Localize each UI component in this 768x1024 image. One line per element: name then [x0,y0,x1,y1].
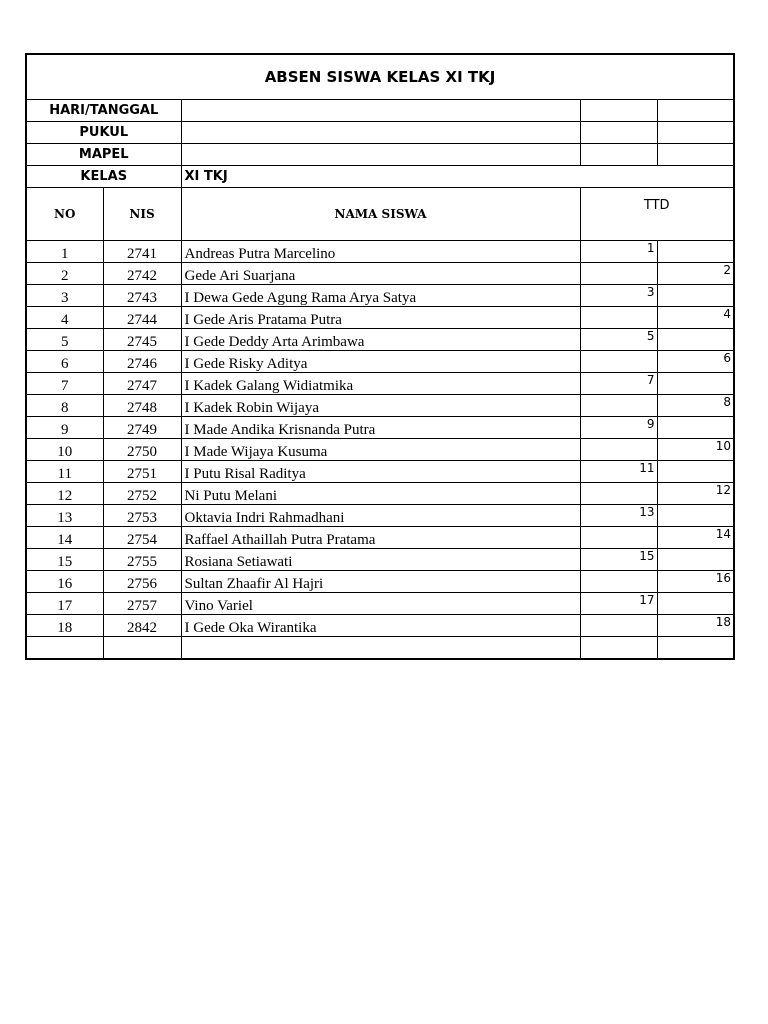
student-name: I Gede Deddy Arta Arimbawa [181,329,580,351]
signature-cell-right[interactable] [657,241,734,263]
table-row [26,329,734,351]
student-name: Rosiana Setiawati [181,549,580,571]
student-no: 4 [26,307,103,329]
table-row [26,483,734,505]
info-blank-cell [657,100,734,122]
table-row [26,373,734,395]
header-nama-siswa: NAMA SISWA [181,188,580,241]
signature-cell-right[interactable] [657,329,734,351]
student-name: I Made Andika Krisnanda Putra [181,417,580,439]
student-no: 7 [26,373,103,395]
signature-cell-left[interactable]: 11 [580,461,657,483]
table-row [26,307,734,329]
signature-cell-left[interactable] [580,395,657,417]
table-row [26,549,734,571]
student-no: 2 [26,263,103,285]
signature-cell-right[interactable] [657,549,734,571]
student-nis: 2745 [103,329,181,351]
signature-cell-right[interactable]: 8 [657,395,734,417]
signature-cell-right[interactable] [657,593,734,615]
signature-cell-right[interactable]: 16 [657,571,734,593]
table-row [26,417,734,439]
student-name: I Dewa Gede Agung Rama Arya Satya [181,285,580,307]
student-nis: 2751 [103,461,181,483]
table-row [26,263,734,285]
student-name: Ni Putu Melani [181,483,580,505]
table-row [26,593,734,615]
signature-cell-left[interactable]: 13 [580,505,657,527]
student-name: Gede Ari Suarjana [181,263,580,285]
student-no: 15 [26,549,103,571]
signature-cell-left[interactable] [580,615,657,637]
student-nis: 2750 [103,439,181,461]
signature-cell-left[interactable]: 9 [580,417,657,439]
student-nis: 2754 [103,527,181,549]
student-nis: 2744 [103,307,181,329]
table-row [26,285,734,307]
signature-cell-left[interactable] [580,439,657,461]
student-nis: 2753 [103,505,181,527]
student-nis: 2749 [103,417,181,439]
header-no: NO [26,188,103,241]
signature-cell-left[interactable] [580,351,657,373]
info-label-subject: MAPEL [26,144,181,166]
info-row-date [26,100,734,122]
signature-cell-right[interactable]: 4 [657,307,734,329]
info-row-subject [26,144,734,166]
student-name: I Kadek Robin Wijaya [181,395,580,417]
student-no: 16 [26,571,103,593]
info-blank-cell [580,100,657,122]
table-row [26,351,734,373]
table-row [26,527,734,549]
student-name: I Made Wijaya Kusuma [181,439,580,461]
header-ttd: TTD [580,188,734,241]
empty-row [26,637,734,660]
student-name: I Gede Aris Pratama Putra [181,307,580,329]
info-value-date[interactable] [181,100,580,122]
signature-cell-right[interactable]: 6 [657,351,734,373]
signature-cell-left[interactable]: 7 [580,373,657,395]
signature-cell-right[interactable] [657,373,734,395]
student-no: 13 [26,505,103,527]
signature-cell-left[interactable]: 5 [580,329,657,351]
student-nis: 2748 [103,395,181,417]
signature-cell-right[interactable]: 12 [657,483,734,505]
student-no: 8 [26,395,103,417]
student-nis: 2757 [103,593,181,615]
student-name: Vino Variel [181,593,580,615]
student-nis: 2752 [103,483,181,505]
student-name: I Gede Risky Aditya [181,351,580,373]
signature-cell-right[interactable]: 14 [657,527,734,549]
signature-cell-left[interactable]: 1 [580,241,657,263]
empty-cell[interactable] [26,637,103,660]
table-row [26,571,734,593]
student-name: I Putu Risal Raditya [181,461,580,483]
student-name: Andreas Putra Marcelino [181,241,580,263]
info-label-class: KELAS [26,166,181,188]
student-no: 1 [26,241,103,263]
student-name: I Gede Oka Wirantika [181,615,580,637]
student-nis: 2742 [103,263,181,285]
empty-cell[interactable] [580,637,657,660]
info-blank-cell [580,122,657,144]
attendance-sheet [25,53,735,660]
table-row [26,505,734,527]
sheet-title: ABSEN SISWA KELAS XI TKJ [26,54,734,100]
student-name: Raffael Athaillah Putra Pratama [181,527,580,549]
table-row [26,241,734,263]
student-nis: 2842 [103,615,181,637]
info-blank-cell [580,144,657,166]
student-nis: 2755 [103,549,181,571]
info-value-class[interactable]: XI TKJ [181,166,734,188]
signature-cell-left[interactable] [580,263,657,285]
title-row [26,54,734,100]
student-no: 10 [26,439,103,461]
signature-cell-left[interactable] [580,527,657,549]
signature-cell-left[interactable] [580,571,657,593]
signature-cell-left[interactable] [580,483,657,505]
signature-cell-right[interactable] [657,417,734,439]
empty-cell[interactable] [181,637,580,660]
table-row [26,395,734,417]
info-value-time[interactable] [181,122,580,144]
student-no: 12 [26,483,103,505]
student-no: 11 [26,461,103,483]
signature-cell-left[interactable]: 17 [580,593,657,615]
student-nis: 2741 [103,241,181,263]
student-no: 5 [26,329,103,351]
student-nis: 2746 [103,351,181,373]
student-no: 14 [26,527,103,549]
info-label-date: HARI/TANGGAL [26,100,181,122]
table-row [26,615,734,637]
info-row-class [26,166,734,188]
signature-cell-right[interactable]: 2 [657,263,734,285]
student-nis: 2756 [103,571,181,593]
table-row [26,439,734,461]
signature-cell-right[interactable]: 18 [657,615,734,637]
signature-cell-right[interactable] [657,285,734,307]
signature-cell-right[interactable]: 10 [657,439,734,461]
student-name: Sultan Zhaafir Al Hajri [181,571,580,593]
student-name: I Kadek Galang Widiatmika [181,373,580,395]
student-nis: 2747 [103,373,181,395]
student-name: Oktavia Indri Rahmadhani [181,505,580,527]
student-no: 9 [26,417,103,439]
signature-cell-right[interactable] [657,505,734,527]
info-label-time: PUKUL [26,122,181,144]
info-blank-cell [657,144,734,166]
table-row [26,461,734,483]
signature-cell-left[interactable]: 3 [580,285,657,307]
student-no: 17 [26,593,103,615]
empty-cell[interactable] [657,637,734,660]
student-no: 3 [26,285,103,307]
student-no: 6 [26,351,103,373]
student-nis: 2743 [103,285,181,307]
header-nis: NIS [103,188,181,241]
signature-cell-left[interactable] [580,307,657,329]
student-no: 18 [26,615,103,637]
signature-cell-right[interactable] [657,461,734,483]
empty-cell[interactable] [103,637,181,660]
signature-cell-left[interactable]: 15 [580,549,657,571]
info-value-subject[interactable] [181,144,580,166]
info-blank-cell [657,122,734,144]
info-row-time [26,122,734,144]
column-header-row [26,188,734,241]
